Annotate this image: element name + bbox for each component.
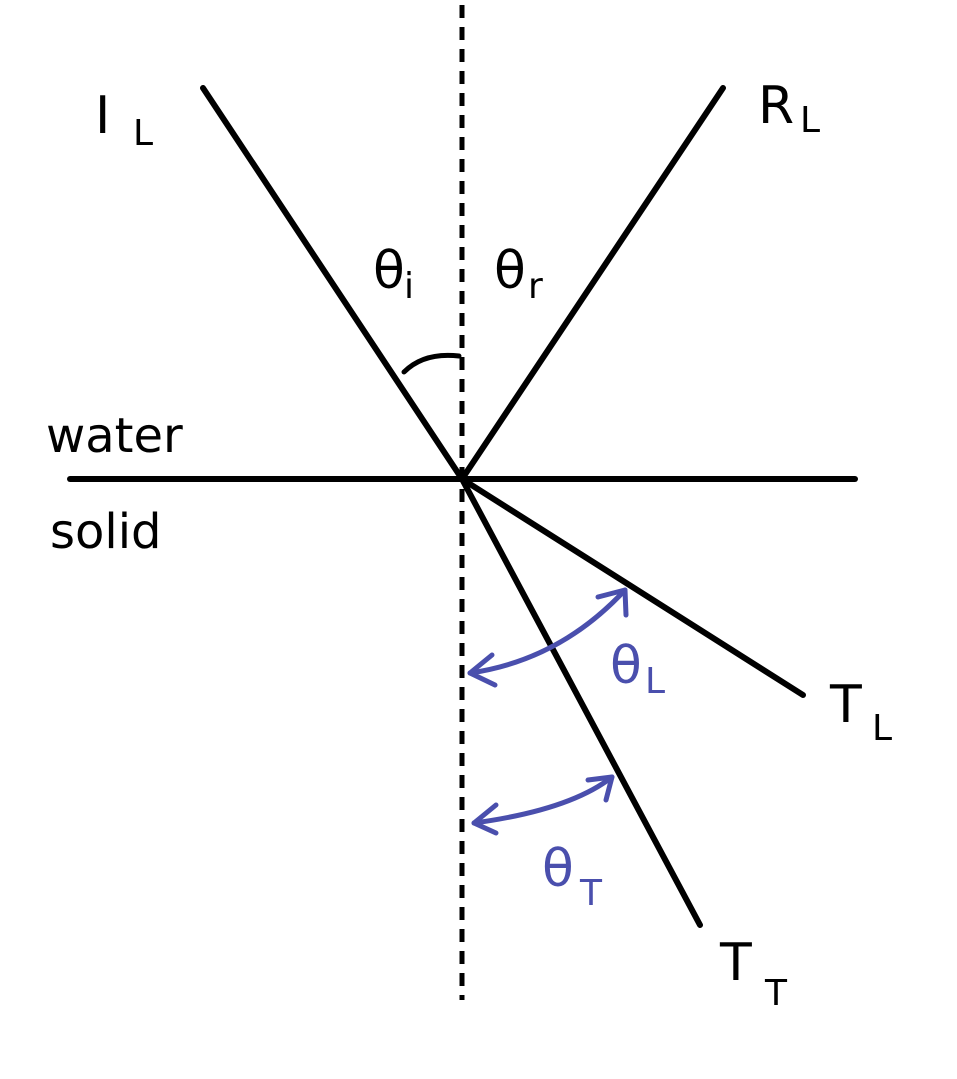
svg-text:r: r <box>528 266 543 307</box>
svg-text:T: T <box>765 973 787 1014</box>
svg-text:θ: θ <box>542 839 574 899</box>
medium-bottom-label: solid <box>50 504 162 560</box>
transmitted-shear-ray <box>462 479 700 925</box>
svg-text:θ: θ <box>494 241 526 301</box>
transmitted-shear-label <box>719 933 788 1014</box>
svg-text:θ: θ <box>610 636 642 696</box>
svg-text:R: R <box>758 76 795 136</box>
svg-text:θ: θ <box>373 241 405 301</box>
svg-text:T: T <box>830 675 862 735</box>
svg-text:T: T <box>720 933 752 993</box>
incident-angle-arc <box>404 355 459 372</box>
shear-angle-arrow <box>474 777 612 833</box>
reflected-angle-label <box>494 241 543 307</box>
svg-text:T: T <box>580 873 602 914</box>
longitudinal-angle-label <box>610 636 665 702</box>
svg-text:L: L <box>645 661 666 702</box>
incident-angle-label <box>373 241 414 307</box>
svg-text:i: i <box>404 266 415 307</box>
incident-label <box>95 86 153 154</box>
svg-text:I: I <box>95 86 111 146</box>
transmitted-longitudinal-label <box>829 675 892 749</box>
shear-angle-label <box>542 839 603 914</box>
incident-ray <box>203 88 462 479</box>
svg-text:L: L <box>800 100 821 141</box>
svg-text:L: L <box>133 113 154 154</box>
reflected-label <box>758 76 820 141</box>
svg-text:L: L <box>872 708 893 749</box>
medium-top-label: water <box>46 408 183 464</box>
